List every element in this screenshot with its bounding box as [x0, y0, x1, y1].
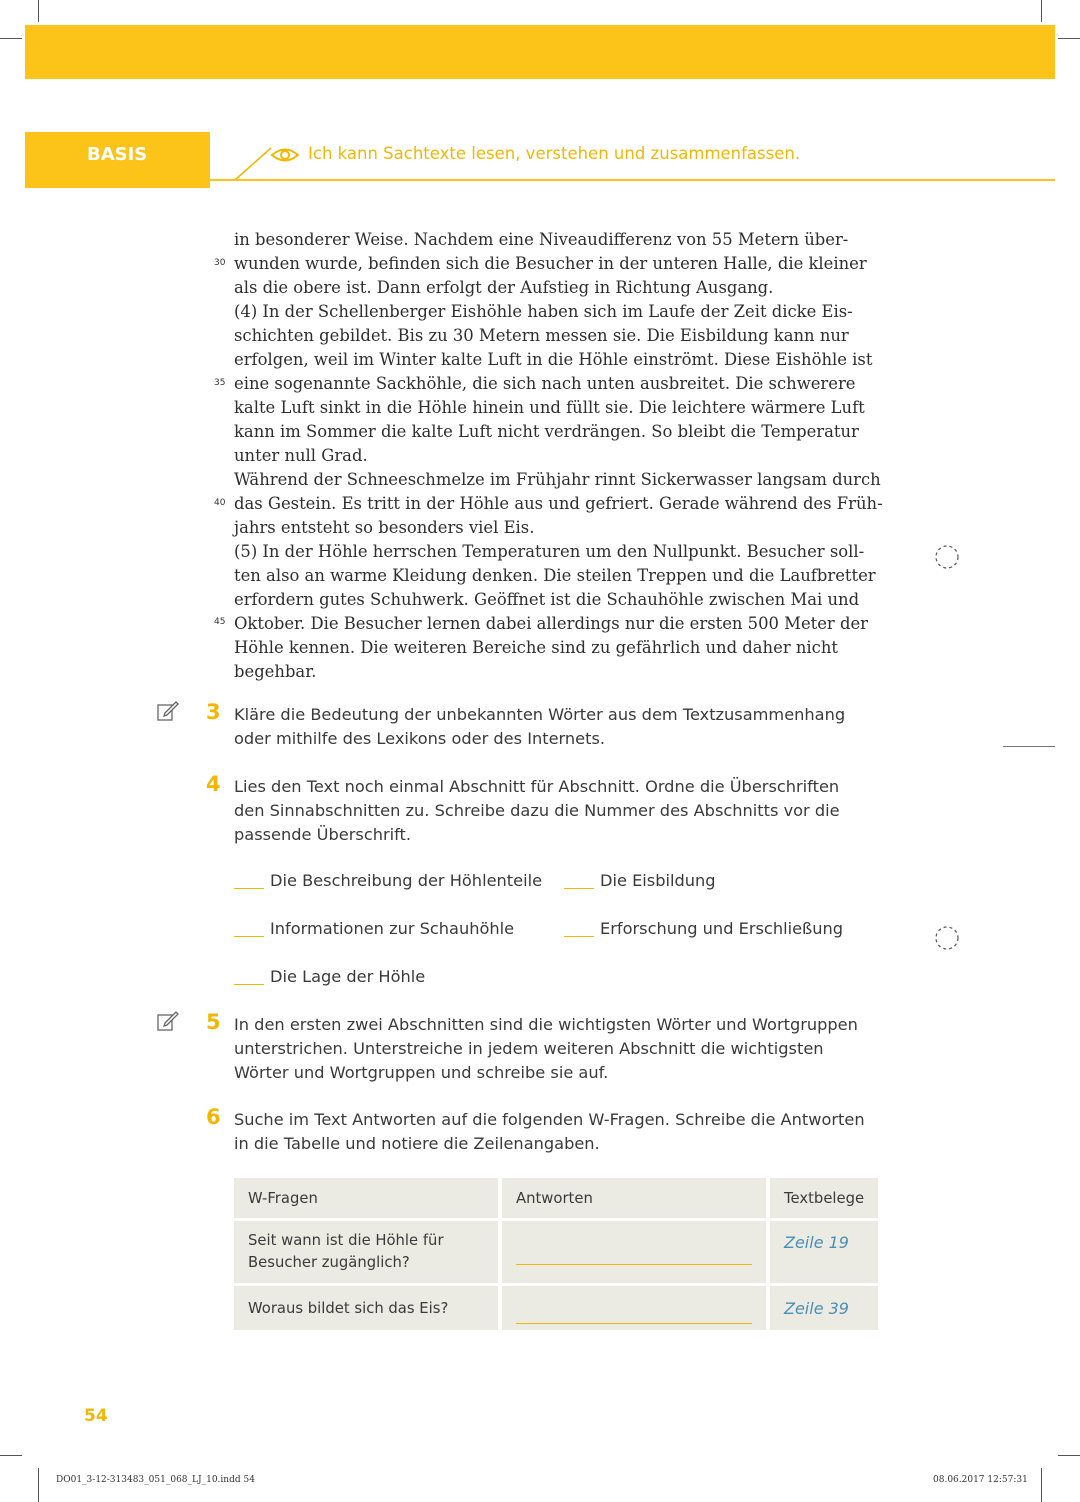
text-line: kann im Sommer die kalte Luft nicht verdrängen. So bleibt die Temperatur [234, 422, 859, 441]
file-info: DO01_3-12-313483_051_068_LJ_10.indd 54 [56, 1475, 255, 1485]
column-header: Textbelege [770, 1178, 878, 1218]
reference-cell [770, 1286, 878, 1330]
heading-option[interactable] [234, 919, 514, 938]
crop-mark [0, 38, 22, 39]
text-line: unter null Grad. [234, 446, 368, 465]
text-line: als die obere ist. Dann erfolgt der Aufstieg in Richtung Ausgang. [234, 278, 774, 297]
table-row [234, 1221, 878, 1283]
task-line: Lies den Text noch einmal Abschnitt für Abschnitt. Ordne die Überschriften [234, 777, 840, 796]
number-blank[interactable] [234, 888, 264, 889]
crop-mark [0, 1455, 22, 1456]
text-line: eine sogenannte Sackhöhle, die sich nach unten ausbreitet. Die schwerere [234, 374, 856, 393]
text-line: wunden wurde, befinden sich die Besucher in der unteren Halle, die kleiner [234, 254, 867, 273]
top-color-bar [25, 25, 1055, 79]
number-blank[interactable] [234, 936, 264, 937]
number-blank[interactable] [234, 984, 264, 985]
question-line: Besucher zugänglich? [248, 1254, 410, 1271]
crop-mark [1041, 0, 1042, 22]
answer-cell[interactable] [502, 1221, 766, 1283]
task-4-instruction [234, 775, 874, 847]
crop-mark [38, 1468, 39, 1502]
print-timestamp: 08.06.2017 12:57:31 [933, 1475, 1028, 1485]
text-line: ten also an warme Kleidung denken. Die steilen Treppen und die Laufbretter [234, 566, 876, 585]
number-blank[interactable] [564, 888, 594, 889]
eye-icon [270, 146, 300, 164]
text-line: erfordern gutes Schuhwerk. Geöffnet ist die Schauhöhle zwischen Mai und [234, 590, 860, 609]
heading-option[interactable] [234, 967, 425, 986]
crop-mark [38, 0, 39, 22]
w-questions-table [230, 1175, 882, 1333]
dashed-circle-icon [934, 544, 960, 570]
column-header: Antworten [502, 1178, 766, 1218]
goal-underline [210, 179, 1055, 181]
heading-option[interactable] [564, 871, 716, 890]
question-line: Woraus bildet sich das Eis? [248, 1299, 449, 1317]
line-number: 40 [214, 498, 226, 508]
answer-line[interactable] [516, 1252, 752, 1265]
task-6-instruction [234, 1108, 874, 1156]
text-line: schichten gebildet. Bis zu 30 Metern messen sie. Die Eisbildung kann nur [234, 326, 849, 345]
learning-goal: Ich kann Sachtexte lesen, verstehen und zusammenfassen. [308, 144, 801, 163]
dashed-circle-icon [934, 925, 960, 951]
number-blank[interactable] [564, 936, 594, 937]
text-line: Oktober. Die Besucher lernen dabei allerdings nur die ersten 500 Meter der [234, 614, 868, 633]
task-line: In den ersten zwei Abschnitten sind die wichtigsten Wörter und Wortgruppen [234, 1015, 858, 1034]
line-number: 35 [214, 378, 226, 388]
text-line: jahrs entsteht so besonders viel Eis. [234, 518, 535, 537]
question-cell [234, 1286, 498, 1330]
task-line: den Sinnabschnitten zu. Schreibe dazu die Nummer des Abschnitts vor die [234, 801, 840, 820]
task-line: in die Tabelle und notiere die Zeilenangaben. [234, 1134, 600, 1153]
heading-option[interactable] [234, 871, 542, 890]
margin-rule [1003, 746, 1055, 747]
write-task-icon [156, 1010, 180, 1032]
crop-mark [1041, 1468, 1042, 1502]
reading-text [234, 228, 883, 684]
task-number: 4 [206, 772, 221, 796]
task-3-instruction [234, 703, 874, 751]
text-line: Höhle kennen. Die weiteren Bereiche sind zu gefährlich und daher nicht [234, 638, 838, 657]
line-number: 45 [214, 617, 226, 627]
task-line: oder mithilfe des Lexikons oder des Internets. [234, 729, 606, 748]
text-line: erfolgen, weil im Winter kalte Luft in die Höhle einströmt. Diese Eishöhle ist [234, 350, 873, 369]
heading-label: Die Lage der Höhle [270, 967, 426, 986]
heading-label: Die Beschreibung der Höhlenteile [270, 871, 543, 890]
text-line: in besonderer Weise. Nachdem eine Niveaudifferenz von 55 Metern über- [234, 230, 849, 249]
task-number: 6 [206, 1105, 221, 1129]
task-line: Wörter und Wortgruppen und schreibe sie auf. [234, 1063, 609, 1082]
level-badge: BASIS [25, 132, 210, 188]
table-header-row [234, 1178, 878, 1218]
page-number: 54 [84, 1406, 108, 1426]
table-row [234, 1286, 878, 1330]
task-line: unterstrichen. Unterstreiche in jedem weiteren Abschnitt die wichtigsten [234, 1039, 824, 1058]
text-line: (4) In der Schellenberger Eishöhle haben sich im Laufe der Zeit dicke Eis- [234, 302, 853, 321]
task-line: Kläre die Bedeutung der unbekannten Wörter aus dem Textzusammenhang [234, 705, 846, 724]
column-header: W-Fragen [234, 1178, 498, 1218]
heading-label: Informationen zur Schauhöhle [270, 919, 515, 938]
crop-mark [1058, 1455, 1080, 1456]
task-5-instruction [234, 1013, 874, 1085]
line-reference: Zeile 39 [784, 1298, 849, 1318]
task-line: Suche im Text Antworten auf die folgenden W-Fragen. Schreibe die Antworten [234, 1110, 865, 1129]
line-reference: Zeile 19 [784, 1233, 849, 1252]
task-number: 3 [206, 700, 221, 724]
write-task-icon [156, 700, 180, 722]
crop-mark [1058, 38, 1080, 39]
text-line: das Gestein. Es tritt in der Höhle aus und gefriert. Gerade während des Früh- [234, 494, 883, 513]
answer-cell[interactable] [502, 1286, 766, 1330]
task-number: 5 [206, 1010, 221, 1034]
question-line: Seit wann ist die Höhle für [248, 1232, 444, 1249]
answer-line[interactable] [516, 1311, 752, 1324]
task-line: passende Überschrift. [234, 825, 412, 844]
text-line: (5) In der Höhle herrschen Temperaturen um den Nullpunkt. Besucher soll- [234, 542, 865, 561]
heading-label: Die Eisbildung [600, 871, 716, 890]
question-cell [234, 1221, 498, 1283]
text-line: Während der Schneeschmelze im Frühjahr rinnt Sickerwasser langsam durch [234, 470, 881, 489]
line-number: 30 [214, 258, 226, 268]
heading-label: Erforschung und Erschließung [600, 919, 844, 938]
reference-cell [770, 1221, 878, 1283]
text-line: kalte Luft sinkt in die Höhle hinein und füllt sie. Die leichtere wärmere Luft [234, 398, 865, 417]
text-line: begehbar. [234, 662, 317, 681]
heading-option[interactable] [564, 919, 843, 938]
